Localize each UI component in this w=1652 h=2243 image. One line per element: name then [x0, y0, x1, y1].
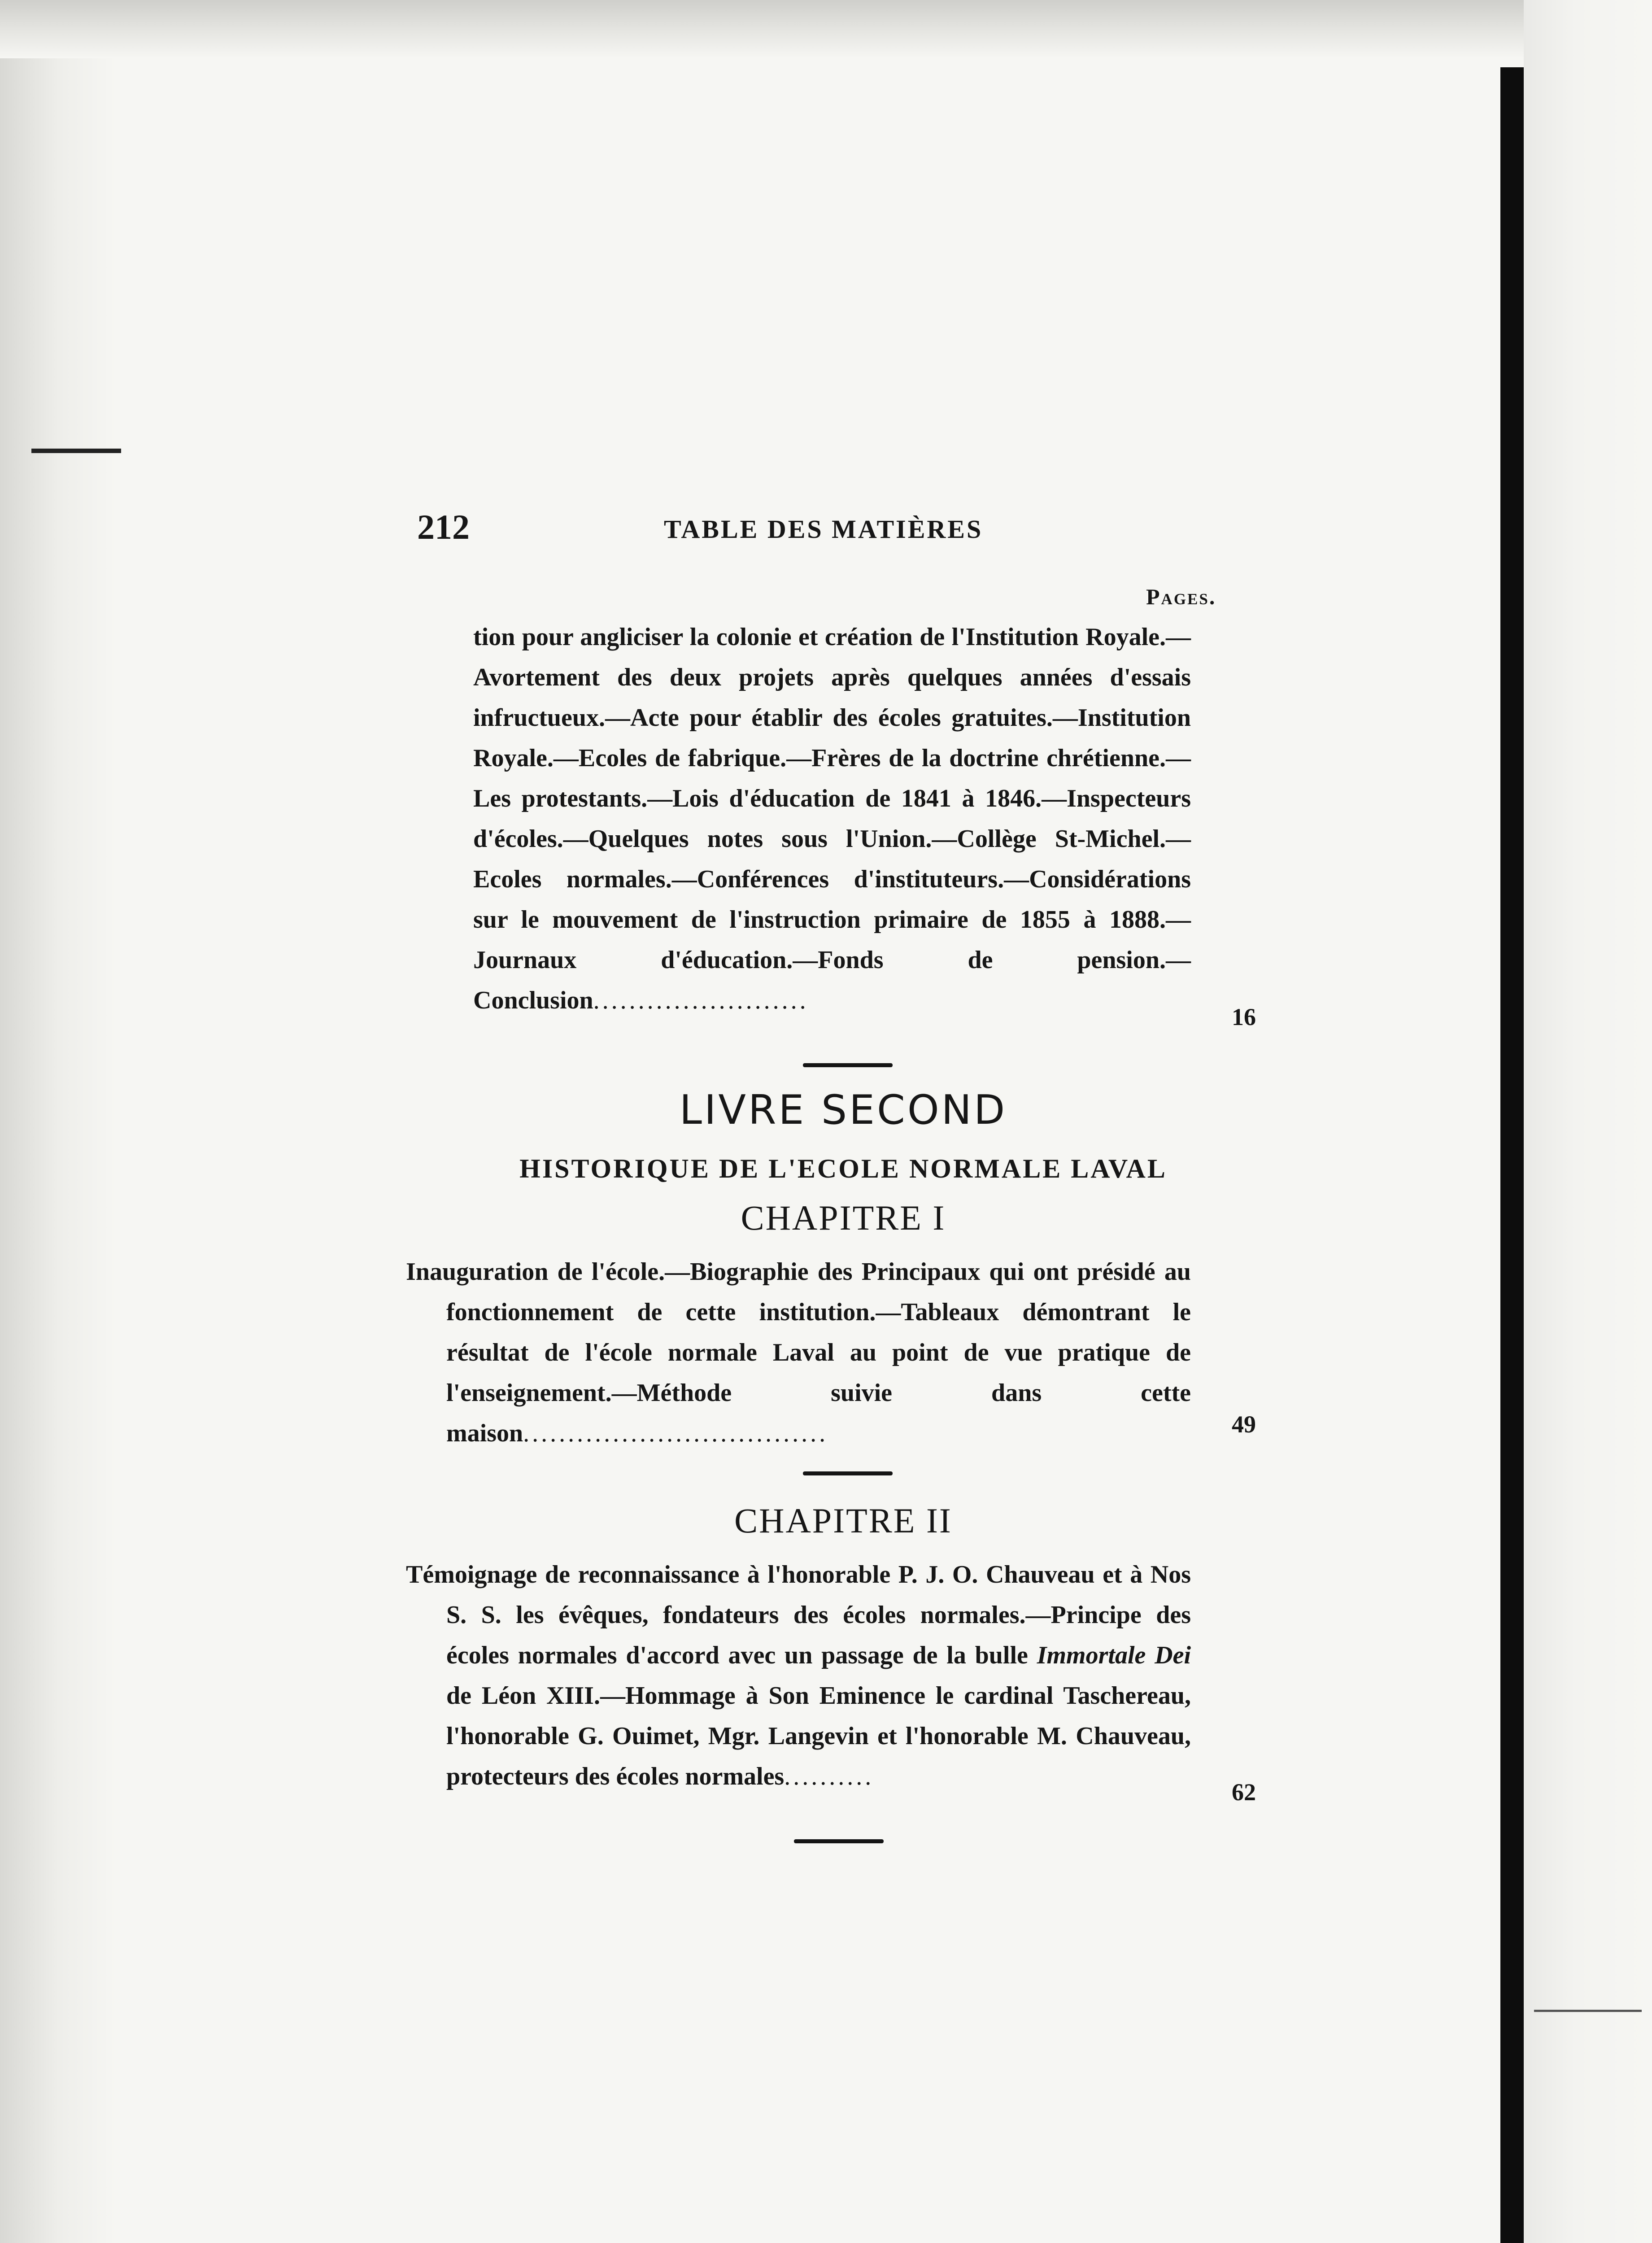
section-rule [794, 1839, 884, 1843]
running-title: TABLE DES MATIÈRES [664, 515, 983, 544]
chapter-summary [406, 1252, 1191, 1453]
page-header [417, 505, 1207, 550]
scan-edge-top [0, 0, 1652, 58]
section-rule [803, 1471, 893, 1475]
leader-dots: .................................. [523, 1419, 828, 1447]
leader-dots: ........................ [593, 986, 809, 1014]
book-subtitle: HISTORIQUE DE L'ECOLE NORMALE LAVAL [519, 1154, 1167, 1183]
scan-mark-left [31, 449, 121, 453]
chapter-page: 62 [1232, 1779, 1256, 1806]
chapter-page: 49 [1232, 1411, 1256, 1438]
page-number: 212 [417, 507, 470, 546]
book-title: LIVRE SECOND [679, 1087, 1007, 1134]
chapter-summary-text: Inauguration de l'école.—Biographie des Principaux qui ont présidé au fonctionnement de cette institution.—Tableaux démontrant le résultat de l'école normale Laval au point de vue pratique de l'enseignement.—Méthode suivie dans cette maison [406, 1258, 1191, 1447]
chapter-title: CHAPITRE II [734, 1501, 952, 1540]
chapter-summary [406, 1554, 1191, 1797]
chapter-summary-text: de Léon XIII.—Hommage à Son Eminence le cardinal Taschereau, l'honorable G. Ouimet, Mgr. Langevin et l'honorable M. Chauveau, protecteurs des écoles normales [446, 1682, 1191, 1790]
italic-title: Immortale Dei [1037, 1641, 1191, 1669]
leader-dots: .......... [784, 1763, 874, 1790]
scan-edge-right [1524, 0, 1652, 2243]
section-rule [803, 1063, 893, 1067]
chapter-summary-text: Témoignage de reconnaissance à l'honorable P. J. O. Chauveau et à Nos S. S. les évêques, fondateurs des écoles normales.—Principe des écoles normales d'accord avec un passage de la bulle [406, 1561, 1191, 1669]
pages-column-label: Pages. [1146, 584, 1216, 609]
toc-entry-text: tion pour angliciser la colonie et création de l'Institution Royale.—Avortement des deux projets après quelques années d'essais infructueux.—Acte pour établir des écoles gratuites.—Institution Royale.—Ecoles de fabrique.—Frères de la doctrine chrétienne.—Les protestants.—Lois d'éducation de 1841 à 1846.—Inspecteurs d'écoles.—Quelques notes sous l'Union.—Collège St-Michel.—Ecoles normales.—Conférences d'instituteurs.—Considérations sur le mouvement de l'instruction primaire de 1855 à 1888.—Journaux d'éducation.—Fonds de pension.—Conclusion [473, 623, 1191, 1014]
toc-entry-continuation [473, 617, 1191, 1021]
scan-mark-right [1534, 2010, 1642, 2012]
binding-shadow [1500, 67, 1524, 2243]
scan-edge-left [0, 0, 117, 2243]
toc-entry-page: 16 [1232, 1004, 1256, 1030]
chapter-title: CHAPITRE I [741, 1198, 946, 1237]
